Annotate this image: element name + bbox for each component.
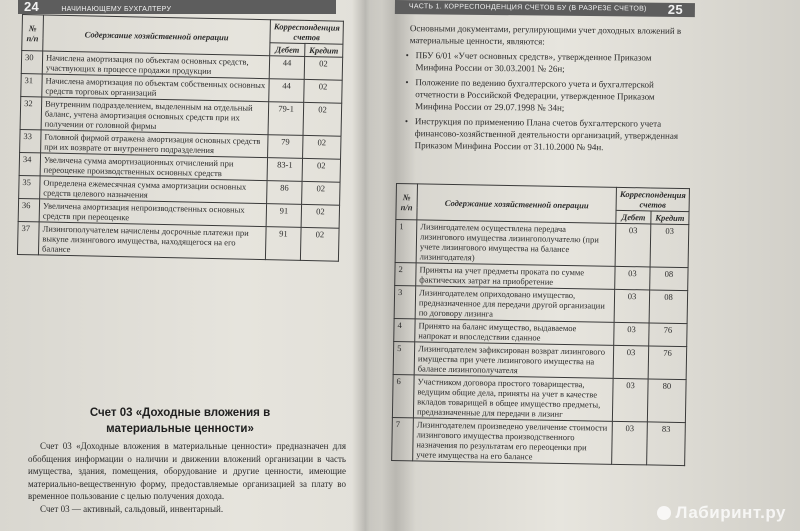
row-number: 7 (392, 417, 414, 460)
col-credit-header: Кредит (651, 211, 689, 225)
col-credit-header: Кредит (305, 43, 343, 57)
operation-description: Начислена амортизация по объектам основных средств, участвующих в процессе продажи продукции (42, 51, 270, 79)
row-number: 5 (393, 341, 415, 374)
col-content-header: Содержание хозяйственной операции (43, 15, 271, 56)
row-number: 32 (20, 96, 42, 129)
right-body-text (397, 22, 688, 157)
operation-description: Участником договора простого товарищества, ведущим общие дела, приняты на учет в качестве вкладов товарищей в общее имущество предметы, предназначенные для передачи в лизинг (413, 375, 613, 421)
credit-account: 76 (648, 346, 687, 380)
debit-account: 79-1 (268, 102, 303, 136)
left-running-header (18, 0, 336, 14)
operation-description: Лизингодателем осуществлена передача лизингового имущества лизингополучателю (при учете лизингового имущества на балансе лизингодателя) (416, 220, 616, 266)
debit-account: 44 (269, 56, 304, 80)
credit-account: 02 (301, 181, 340, 205)
debit-account: 03 (612, 378, 648, 422)
col-corr-header: Корреспонденция счетов (270, 20, 343, 45)
right-table-body (392, 220, 689, 466)
table-row (393, 341, 687, 379)
credit-account: 83 (647, 422, 686, 466)
paragraph-1: Счет 03 «Доходные вложения в материальные ценности» предназначен для обобщения информации о наличии и движении вложений организации в часть имущества, здания, помещения, оборудование и другие ценности, имеющие материально-вещественную форму, предоставляемые организацией за плату во временное пользование с целью получения дохода. (28, 441, 346, 501)
row-number: 30 (21, 51, 42, 74)
col-num-header: № п/п (22, 15, 44, 51)
operation-description: Лизингодателем зафиксирован возврат лизингового имущества при учете лизингового имущества на балансе лизингополучателя (414, 342, 614, 378)
watermark-text: Лабиринт.ру (675, 503, 786, 522)
col-debit-header: Дебет (270, 43, 305, 57)
row-number: 4 (394, 318, 415, 341)
credit-account: 02 (302, 158, 341, 182)
credit-account: 08 (649, 290, 688, 324)
col-content-header: Содержание хозяйственной операции (417, 184, 617, 223)
operation-description: Лизингодателем оприходовано имущество, предназначенное для передачи другой организации по договору лизинга (415, 286, 615, 322)
operation-description: Лизингодателем произведено увеличение стоимости лизингового имущества производственного назначения по результатам его переоценки при учете имущества на его балансе (413, 418, 613, 464)
debit-account: 03 (613, 345, 648, 379)
left-running-head: НАЧИНАЮЩЕМУ БУХГАЛТЕРУ (61, 6, 172, 13)
table-row (17, 221, 339, 261)
right-page-number: 25 (667, 1, 683, 18)
debit-account: 44 (269, 79, 304, 103)
operation-description: Принято на баланс имущество, выдаваемое напрокат и впоследствии сданное (415, 319, 614, 345)
labirint-logo-icon (657, 506, 671, 520)
section-title: Счет 03 «Доходные вложения в материальные ценности» (89, 407, 271, 435)
left-table-body (17, 51, 342, 262)
debit-account: 03 (614, 289, 649, 323)
row-number: 34 (19, 152, 40, 175)
operation-description: Приняты на учет предметы проката по сумме фактических затрат на приобретение (416, 263, 615, 289)
operation-description: Лизингополучателем начислены досрочные платежи при выкупе лизингового имущества, находящегося на его балансе (38, 222, 266, 260)
row-number: 33 (20, 129, 41, 152)
col-corr-header: Корреспонденция счетов (616, 187, 689, 211)
operation-description: Определена ежемесячная сумма амортизации основных средств целевого назначения (40, 176, 268, 204)
document-list-item: • Инструкция по применению Плана счетов бухгалтерского учета финансово-хозяйственной деятельности организаций, утвержденная Приказом Минфина России от 31.10.2000 № 94н. (415, 115, 687, 154)
credit-account: 08 (650, 267, 688, 291)
table-row (392, 417, 686, 465)
table-row (392, 374, 686, 422)
credit-account: 80 (647, 379, 686, 423)
credit-account: 02 (300, 227, 339, 261)
credit-account: 02 (304, 56, 343, 80)
left-body-text (28, 440, 346, 515)
operation-description: Внутренним подразделением, выделенным на отдельный баланс, учтена амортизация основных средств при их получении от головной фирмы (41, 97, 269, 135)
debit-account: 83-1 (267, 158, 302, 182)
col-num-header: № п/п (396, 184, 418, 220)
row-number: 37 (17, 221, 39, 254)
right-operations-table (391, 183, 690, 466)
document-list (397, 49, 688, 154)
watermark (657, 503, 786, 523)
operation-description: Начислена амортизация по объектам собственных основных средств торговых организаций (42, 74, 270, 102)
debit-account: 03 (614, 322, 649, 346)
credit-account: 02 (303, 102, 342, 136)
debit-account: 79 (268, 135, 303, 159)
row-number: 36 (18, 198, 39, 221)
debit-account: 03 (615, 266, 650, 290)
left-page-number: 24 (24, 0, 40, 14)
debit-account: 91 (266, 227, 301, 261)
credit-account: 02 (304, 79, 343, 103)
paragraph-2: Счет 03 — активный, сальдовый, инвентарный. (40, 503, 224, 514)
row-number: 1 (395, 220, 417, 263)
table-row (394, 285, 688, 323)
table-row (395, 220, 689, 268)
debit-account: 03 (612, 421, 648, 465)
credit-account: 76 (649, 323, 687, 347)
col-debit-header: Дебет (616, 210, 651, 224)
operation-description: Увеличена амортизация непроизводственных основных средств при переоценке (39, 199, 267, 227)
debit-account: 91 (266, 204, 301, 228)
debit-account: 03 (615, 223, 651, 267)
intro-paragraph: Основными документами, регулирующими учет доходных вложений в материальные ценности, являются: (409, 23, 682, 47)
right-running-header (395, 0, 695, 17)
document-list-item: • Положение по ведению бухгалтерского учета и бухгалтерской отчетности в Российской Федерации, утвержденное Приказом Минфина России от 29.07.1998 № 34н; (415, 76, 687, 115)
debit-account: 86 (267, 181, 302, 205)
row-number: 35 (19, 175, 40, 198)
row-number: 2 (395, 262, 416, 285)
credit-account: 03 (650, 224, 689, 268)
credit-account: 02 (301, 204, 340, 228)
left-operations-table (17, 14, 344, 262)
right-running-head: ЧАСТЬ 1. КОРРЕСПОНДЕНЦИЯ СЧЕТОВ БУ (В РАЗРЕЗЕ СЧЕТОВ) (408, 3, 647, 13)
row-number: 31 (21, 73, 42, 96)
operation-description: Головной фирмой отражена амортизация основных средств при их возврате от внутреннего подразделения (41, 130, 269, 158)
row-number: 3 (394, 285, 416, 318)
operation-description: Увеличена сумма амортизационных отчислений при переоценке производственных основных средств (40, 153, 268, 181)
book-gutter (352, 0, 382, 531)
row-number: 6 (392, 374, 414, 417)
credit-account: 02 (302, 135, 341, 159)
document-list-item: • ПБУ 6/01 «Учет основных средств», утвержденное Приказом Минфина России от 30.03.2001 № 26н; (415, 49, 687, 76)
